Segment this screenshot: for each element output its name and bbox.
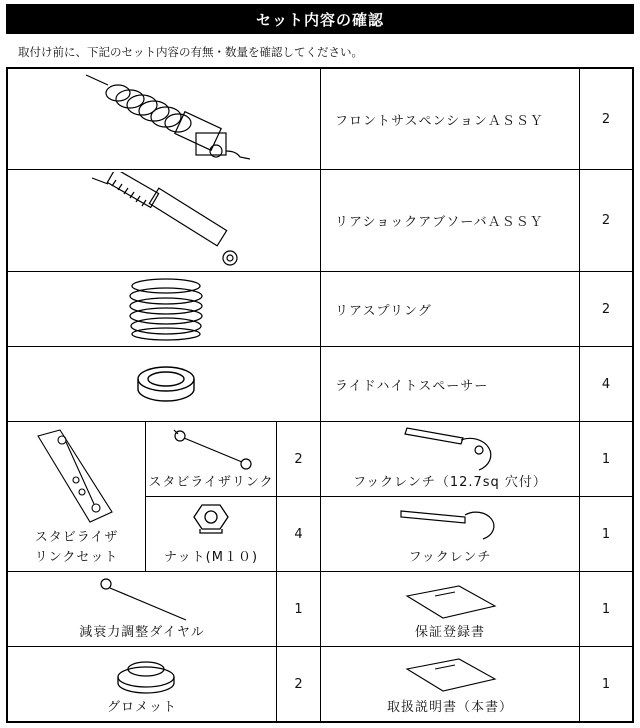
rear-spring-label: リアスプリング xyxy=(335,303,432,319)
rear-shock-illustration xyxy=(88,172,248,270)
nut-cell xyxy=(146,497,276,571)
stabilizer-link-illustration xyxy=(168,426,258,474)
nut-qty: 4 xyxy=(294,526,303,542)
hook-wrench-hole-label: フックレンチ（12.7sq 穴付） xyxy=(353,475,547,490)
damper-dial-qty: 1 xyxy=(294,601,303,617)
front-strut-illustration xyxy=(78,71,258,167)
stab-set-cell xyxy=(8,422,145,571)
nut-label: ナット(M１０) xyxy=(163,550,259,565)
stab-link-cell xyxy=(146,422,276,496)
warranty-label: 保証登録書 xyxy=(414,625,485,640)
rear-shock-qty: 2 xyxy=(601,213,611,228)
hook-wrench-hole-qty: 1 xyxy=(601,451,611,467)
manual-qty: 1 xyxy=(601,676,611,692)
grommet-illustration xyxy=(116,657,176,695)
manual-cell xyxy=(321,647,579,721)
stab-link-label: スタビライザリンク xyxy=(148,475,274,490)
page-title: セット内容の確認 xyxy=(6,4,634,34)
grommet-label: グロメット xyxy=(106,700,177,715)
nut-illustration xyxy=(192,503,230,537)
rear-spring-image-cell xyxy=(8,272,320,346)
grommet-qty: 2 xyxy=(294,676,303,692)
stab-link-qty: 2 xyxy=(294,451,303,467)
coil-spring-illustration xyxy=(126,276,206,342)
hook-wrench-cell xyxy=(321,497,579,571)
warranty-qty: 1 xyxy=(601,601,611,617)
hook-wrench-label: フックレンチ xyxy=(408,550,492,565)
stabilizer-link-bag-illustration xyxy=(32,426,118,526)
hook-wrench-with-hole-illustration xyxy=(401,426,501,472)
spacer-ring-illustration xyxy=(134,361,198,409)
hook-wrench-hole-cell xyxy=(321,422,579,496)
document-sheet-illustration xyxy=(405,584,497,620)
front-susp-qty: 2 xyxy=(601,111,611,127)
front-susp-image-cell xyxy=(8,69,320,169)
warranty-cell xyxy=(321,572,579,646)
rear-spring-qty: 2 xyxy=(601,301,611,317)
rear-shock-image-cell xyxy=(8,170,320,271)
front-susp-label: フロントサスペンションＡＳＳＹ xyxy=(335,113,544,129)
grommet-cell xyxy=(8,647,276,721)
spacer-image-cell xyxy=(8,347,320,421)
damper-dial-label: 減衰力調整ダイヤル xyxy=(79,625,205,640)
stab-set-label-line1: スタビライザ xyxy=(34,530,119,545)
adjust-dial-illustration xyxy=(96,576,192,622)
damper-dial-cell xyxy=(8,572,276,646)
intro-text: 取付け前に、下記のセット内容の有無・数量を確認してください。 xyxy=(18,45,363,59)
rear-shock-label: リアショックアブソーバＡＳＳＹ xyxy=(335,215,544,230)
hook-wrench-illustration xyxy=(397,503,507,543)
stab-set-label-line2: リンクセット xyxy=(34,550,119,565)
manual-sheet-illustration xyxy=(405,657,497,693)
manual-label: 取扱説明書（本書） xyxy=(386,700,513,715)
hook-wrench-qty: 1 xyxy=(601,526,611,542)
spacer-qty: 4 xyxy=(601,376,611,392)
spacer-label: ライドハイトスペーサー xyxy=(335,378,489,394)
